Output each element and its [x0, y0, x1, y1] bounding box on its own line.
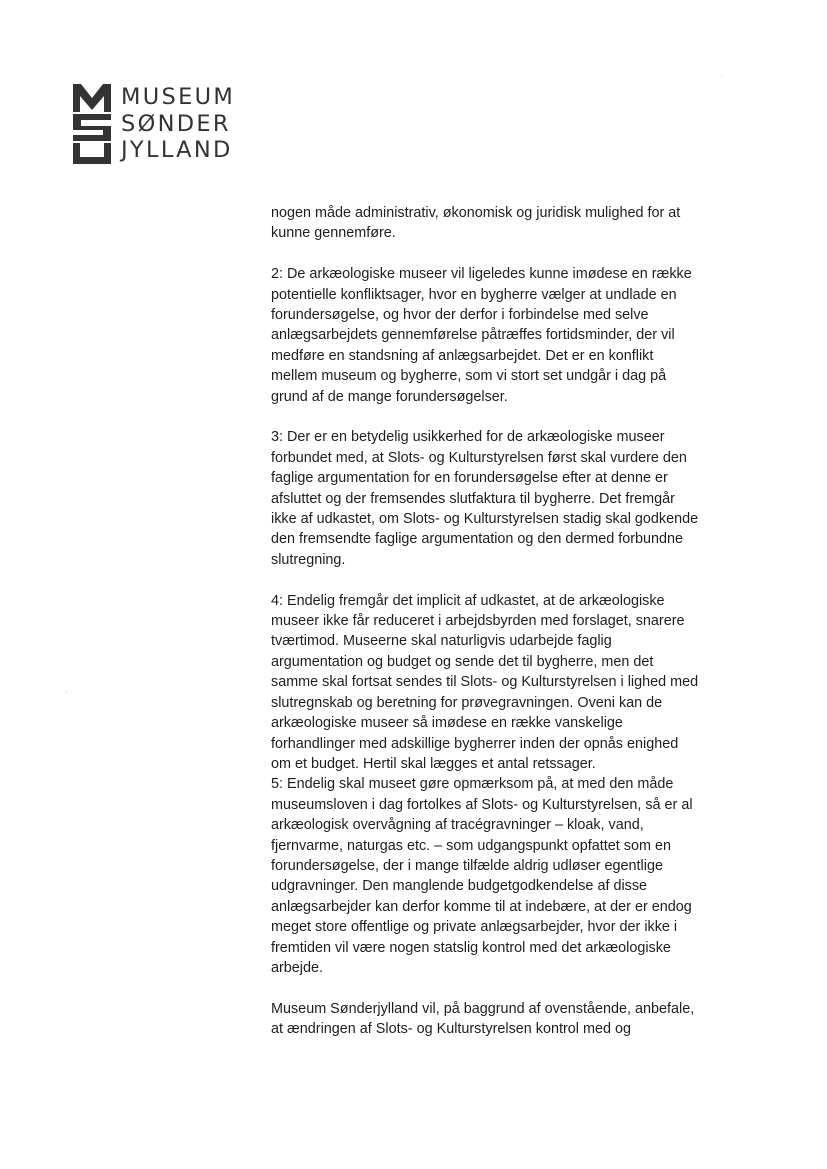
text-line: samme skal fortsat sendes til Slots- og Kulturstyrelsen i lighed med [271, 674, 699, 691]
text-line: arkæologisk overvågning af tracégravninger – kloak, vand, [271, 817, 644, 834]
text-line: fremtiden vil være nogen statslig kontrol med det arkæologiske [271, 939, 671, 956]
text-line: arkæologiske museer så imødese en række vanskelige [271, 715, 623, 732]
text-line: anlægsarbejdets gennemførelse påtræffes fortidsminder, der vil [271, 327, 675, 344]
text-line: at ændringen af Slots- og Kulturstyrelsen kontrol med og [271, 1021, 631, 1038]
text-line: 3: Der er en betydelig usikkerhed for de arkæologiske museer [271, 429, 665, 446]
text-line: kunne gennemføre. [271, 225, 396, 242]
text-line: om et budget. Hertil skal lægges et antal retssager. [271, 755, 596, 772]
text-line: forhandlinger med adskillige bygherrer inden der opnås enighed [271, 735, 679, 752]
text-line: potentielle konfliktsager, hvor en bygherre vælger at undlade en [271, 286, 677, 303]
msj-logo-mark [73, 84, 111, 164]
text-line: udgravninger. Den manglende budgetgodkendelse af disse [271, 878, 648, 895]
paragraph-point-2 [271, 264, 741, 407]
text-line: museer ikke får reduceret i arbejdsbyrden med forslaget, snarere [271, 613, 685, 630]
museum-logo [73, 84, 253, 170]
text-line: grund af de mange forundersøgelser. [271, 388, 508, 405]
paragraph-point-5 [271, 774, 741, 978]
text-line: 4: Endelig fremgår det implicit af udkastet, at de arkæologiske [271, 592, 665, 609]
paragraph-continuation [271, 203, 741, 244]
text-line: argumentation og budget og sende det til bygherre, men det [271, 653, 654, 670]
text-line: 5: Endelig skal museet gøre opmærksom på, at med den måde [271, 776, 674, 793]
text-line: forundersøgelse, der i mange tilfælde aldrig udløser egentlige [271, 857, 663, 874]
scan-speck [721, 76, 722, 77]
logo-line-jylland: JYLLAND [121, 137, 233, 163]
text-line: mellem museum og bygherre, som vi stort set undgår i dag på [271, 368, 667, 385]
text-line: tværtimod. Museerne skal naturligvis udarbejde faglig [271, 633, 612, 650]
text-line: fjernvarme, naturgas etc. – som udgangspunkt opfattet som en [271, 837, 671, 854]
text-line: slutregnskab og beretning for prøvegravningen. Oveni kan de [271, 694, 663, 711]
paragraph-recommendation [271, 999, 741, 1040]
logo-wordmark [121, 84, 261, 164]
letter-body [271, 203, 741, 1060]
text-line: 2: De arkæologiske museer vil ligeledes kunne imødese en række [271, 266, 692, 283]
scan-speck [66, 692, 67, 693]
text-line: slutregning. [271, 551, 346, 568]
text-line: forundersøgelse, og hvor der derfor i forbindelse med selve [271, 307, 649, 324]
text-line: anlægsarbejder kan derfor komme til at indebære, at der er endog [271, 898, 692, 915]
text-line: arbejde. [271, 959, 324, 976]
text-line: den fremsendte faglige argumentation og den dermed forbundne [271, 531, 684, 548]
logo-line-museum: MUSEUM [121, 84, 236, 110]
text-line: Museum Sønderjylland vil, på baggrund af ovenstående, anbefale, [271, 1000, 695, 1017]
text-line: nogen måde administrativ, økonomisk og juridisk mulighed for at [271, 205, 681, 221]
text-line: faglige argumentation for en forundersøgelse efter at denne er [271, 470, 668, 487]
text-line: afsluttet og der fremsendes slutfaktura til bygherre. Det fremgår [271, 490, 675, 507]
text-line: meget store offentlige og private anlægsarbejder, hvor der ikke i [271, 919, 678, 936]
paragraph-point-3 [271, 427, 741, 570]
paragraph-point-4 [271, 591, 741, 775]
logo-line-sonder: SØNDER [121, 110, 231, 137]
text-line: medføre en standsning af anlægsarbejdet. Det er en konflikt [271, 347, 654, 364]
text-line: forbundet med, at Slots- og Kulturstyrelsen først skal vurdere den [271, 449, 687, 466]
text-line: museumsloven i dag fortolkes af Slots- og Kulturstyrelsen, så er al [271, 796, 693, 813]
text-line: ikke af udkastet, om Slots- og Kulturstyrelsen stadig skal godkende [271, 511, 699, 528]
